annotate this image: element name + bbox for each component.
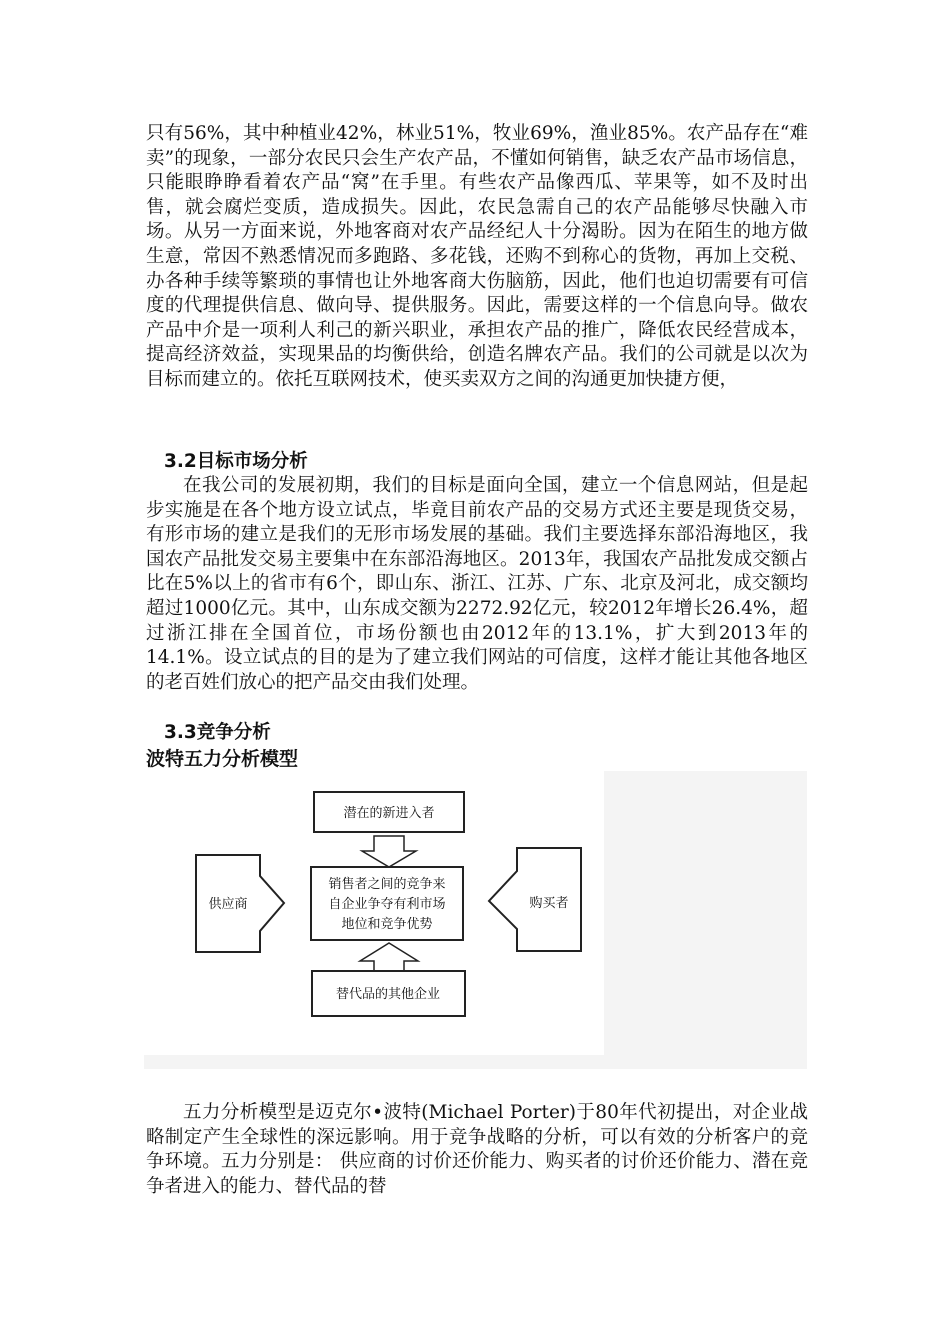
porter-five-forces-diagram bbox=[144, 771, 807, 1069]
box-substitutes bbox=[312, 971, 465, 1016]
label-substitutes: 替代品的其他企业 bbox=[335, 987, 441, 1002]
label-rivalry-line3: 地位和竞争优势 bbox=[341, 917, 433, 932]
label-rivalry-line1: 销售者之间的竞争来 bbox=[328, 877, 446, 892]
label-buyers: 购买者 bbox=[529, 896, 569, 911]
paragraph-five-forces: 五力分析模型是迈克尔•波特(Michael Porter)于80年代初提出，对企业战略制定产生全球性的深远影响。用于竞争战略的分析，可以有效的分析客户的竞争环境。五力分别是： 供应商的讨价还价能力、购买者的讨价还价能力、潜在竞争者进入的能力、替代品的替 bbox=[146, 1102, 808, 1197]
box-industry-rivalry bbox=[311, 867, 463, 940]
label-rivalry-line2: 自企业争夺有利市场 bbox=[328, 897, 446, 912]
label-suppliers: 供应商 bbox=[208, 897, 248, 912]
paragraph-target-market: 在我公司的发展初期，我们的目标是面向全国，建立一个信息网站，但是起步实施是在各个地方设立试点，毕竟目前农产品的交易方式还主要是现货交易，有形市场的建立是我们的无形市场发展的基础。我们主要选择东部沿海地区，我国农产品批发交易主要集中在东部沿海地区。2013年，我国农产品批发成交额占比在5%以上的省市有6个，即山东、浙江、江苏、广东、北京及河北，成交额均超过1000亿元。其中，山东成交额为2272.92亿元，较2012年增长26.4%，超过浙江排在全国首位，市场份额也由2012年的13.1%，扩大到2013年的14.1%。设立试点的目的是为了建立我们网站的可信度，这样才能让其他各地区的老百姓们放心的把产品交由我们处理。 bbox=[146, 475, 808, 693]
label-new-entrants: 潜在的新进入者 bbox=[343, 806, 435, 821]
heading-target-market: 3.2目标市场分析 bbox=[164, 451, 308, 472]
heading-porter-model: 波特五力分析模型 bbox=[146, 748, 299, 770]
heading-competition-analysis: 3.3竞争分析 bbox=[164, 722, 271, 743]
box-new-entrants bbox=[314, 792, 464, 832]
paragraph-market-situation: 只有56%，其中种植业42%，林业51%，牧业69%，渔业85%。农产品存在“难卖”的现象，一部分农民只会生产农产品，不懂如何销售，缺乏农产品市场信息，只能眼睁睁看着农产品“窝”在手里。有些农产品像西瓜、苹果等，如不及时出售，就会腐烂变质，造成损失。因此，农民急需自己的农产品能够尽快融入市场。从另一方面来说，外地客商对农产品经纪人十分渴盼。因为在陌生的地方做生意，常因不熟悉情况而多跑路、多花钱，还购不到称心的货物，再加上交税、办各种手续等繁琐的事情也让外地客商大伤脑筋，因此，他们也迫切需要有可信度的代理提供信息、做向导、提供服务。因此，需要这样的一个信息向导。做农产品中介是一项利人利己的新兴职业，承担农产品的推广，降低农民经营成本，提高经济效益，实现果品的均衡供给，创造名牌农产品。我们的公司就是以次为目标而建立的。依托互联网技术，使买卖双方之间的沟通更加快捷方便， bbox=[146, 123, 808, 390]
